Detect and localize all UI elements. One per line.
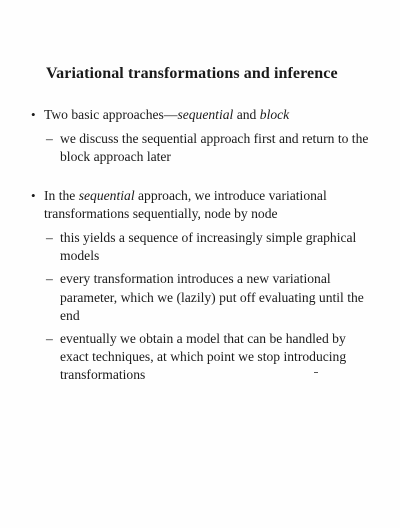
bullet-text: Two basic approaches—sequential and block [44,107,290,122]
dash-icon: – [46,331,53,347]
sub-item-text: this yields a sequence of increasingly simple graphical models [60,230,357,264]
sub-item-text: we discuss the sequential approach first and return to the block approach later [60,131,369,165]
sub-item [44,270,373,325]
bullet-dot-icon: • [31,187,36,203]
emphasis-sequential: sequential [177,107,234,122]
dash-icon: – [46,271,53,287]
sub-item [44,229,373,265]
sub-item [44,130,373,166]
dash-icon: – [46,131,53,147]
slide-title: Variational transformations and inference [46,65,338,82]
emphasis-block: block [259,107,290,122]
bullet-list [28,106,373,393]
sub-item [44,330,373,385]
scan-artifact [314,372,318,373]
dash-icon: – [46,230,53,246]
emphasis-sequential: sequential [78,187,135,203]
bullet-text: In the sequential approach, we introduce variational transformations sequentially, node by node [44,187,327,221]
bullet-item-approaches [28,106,373,167]
bullet-dot-icon: • [31,107,36,122]
sub-item-text: eventually we obtain a model that can be handled by exact techniques, at which point we stop introducing transformations [60,331,347,383]
bullet-item-sequential [28,187,373,385]
sub-item-text: every transformation introduces a new variational parameter, which we (lazily) put off evaluating until the end [60,271,364,323]
